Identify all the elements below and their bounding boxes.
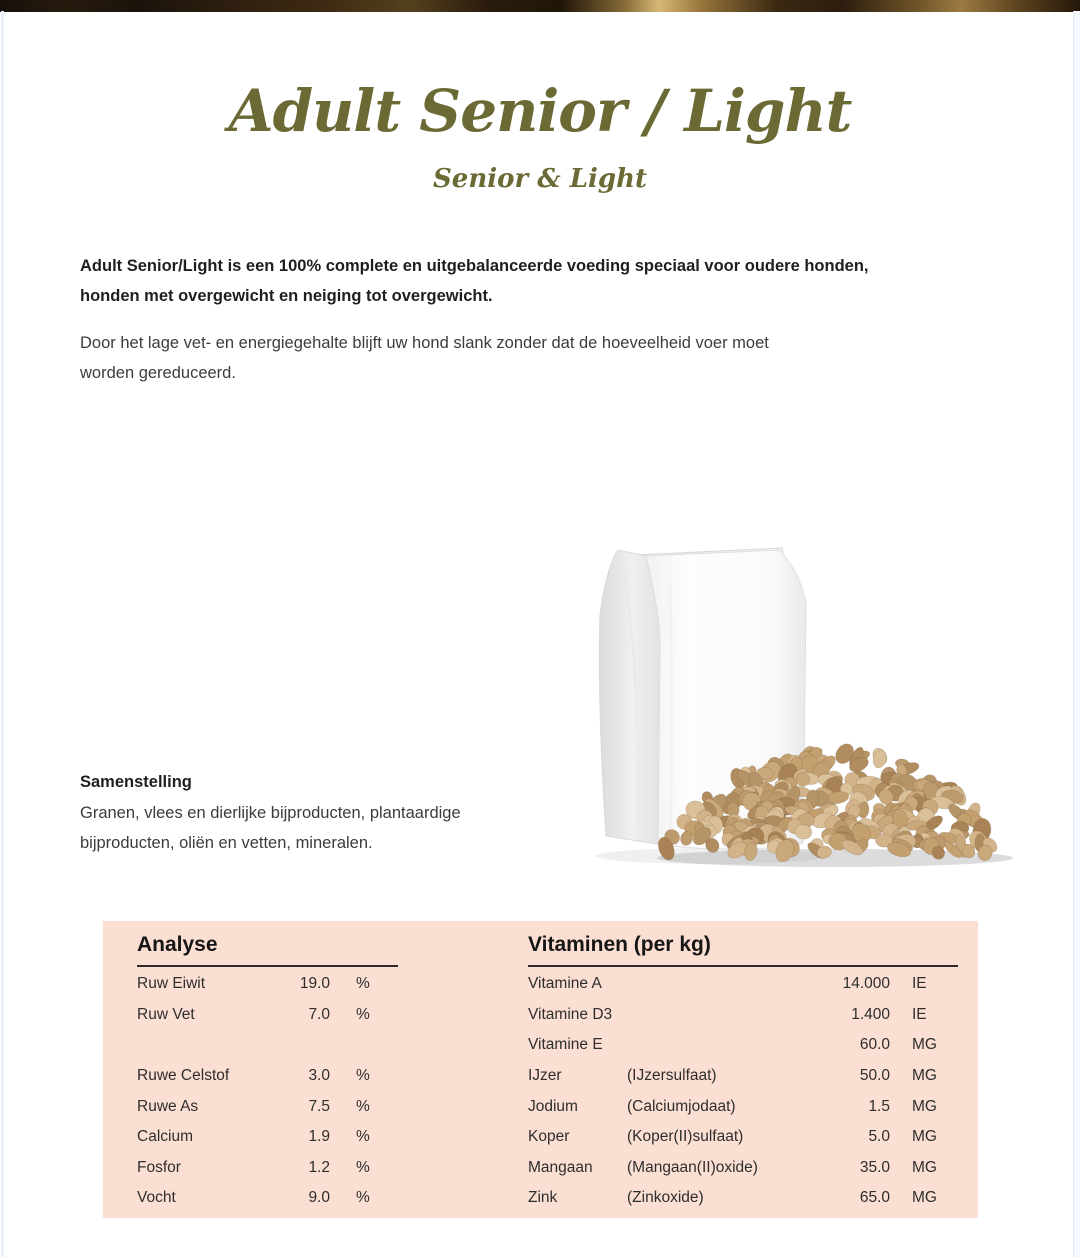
- vitaminen-compound-cell: (IJzersulfaat): [627, 1067, 717, 1085]
- vitaminen-table: [528, 933, 958, 1214]
- vitaminen-unit-cell: MG: [912, 1158, 937, 1176]
- intro-paragraph: Door het lage vet- en energiegehalte blijft uw hond slank zonder dat de hoeveelheid voer moet worden gereduceerd.: [80, 334, 769, 382]
- table-row: [137, 1091, 398, 1122]
- vitaminen-unit-cell: MG: [912, 1128, 937, 1146]
- table-row: [528, 1061, 958, 1092]
- table-row: [528, 1091, 958, 1122]
- product-image: [560, 525, 1020, 870]
- table-row: [137, 1122, 398, 1153]
- analyse-value-cell: 19.0: [299, 975, 330, 993]
- analyse-value-cell: 1.9: [308, 1128, 330, 1146]
- analyse-label-cell: Ruw Eiwit: [137, 975, 206, 993]
- analyse-title: Analyse: [137, 933, 398, 967]
- vitaminen-unit-cell: IE: [912, 1005, 927, 1023]
- vitaminen-value-cell: 50.0: [859, 1067, 890, 1085]
- nutrition-panel: [103, 921, 978, 1218]
- analyse-value-cell: 9.0: [308, 1189, 330, 1207]
- analyse-value-cell: 3.0: [308, 1067, 330, 1085]
- vitaminen-unit-cell: MG: [912, 1097, 937, 1115]
- analyse-value-cell: 7.0: [308, 1005, 330, 1023]
- table-row: [528, 1000, 958, 1031]
- analyse-table: [137, 933, 398, 1214]
- table-row: [528, 1183, 958, 1214]
- intro-paragraph-bold: Adult Senior/Light is een 100% complete en uitgebalanceerde voeding speciaal voor oudere honden, honden met overgewicht en neiging tot overgewicht.: [80, 257, 869, 305]
- vitaminen-unit-cell: MG: [912, 1067, 937, 1085]
- vitaminen-label-cell: Koper: [528, 1128, 570, 1146]
- table-row: [528, 1122, 958, 1153]
- vitaminen-label-cell: Vitamine E: [528, 1036, 603, 1054]
- vitaminen-value-cell: 5.0: [868, 1128, 890, 1146]
- vitaminen-compound-cell: (Calciumjodaat): [627, 1097, 736, 1115]
- analyse-label-cell: Ruwe Celstof: [137, 1067, 230, 1085]
- samenstelling-text: Granen, vlees en dierlijke bijproducten, plantaardige bijproducten, oliën en vetten, mineralen.: [80, 804, 461, 852]
- table-row: [137, 1000, 398, 1031]
- vitaminen-value-cell: 65.0: [859, 1189, 890, 1207]
- vitaminen-label-cell: Vitamine D3: [528, 1005, 613, 1023]
- table-row: [137, 1030, 398, 1061]
- analyse-unit-cell: %: [356, 1128, 370, 1146]
- analyse-unit-cell: %: [356, 1067, 370, 1085]
- page-left-edge: [1, 11, 4, 1257]
- analyse-label-cell: Ruwe As: [137, 1097, 199, 1115]
- analyse-unit-cell: %: [356, 1189, 370, 1207]
- vitaminen-unit-cell: IE: [912, 975, 927, 993]
- table-row: [137, 1061, 398, 1092]
- vitaminen-compound-cell: (Koper(II)sulfaat): [627, 1128, 744, 1146]
- vitaminen-compound-cell: (Zinkoxide): [627, 1189, 704, 1207]
- header-photo-strip: [0, 0, 1080, 12]
- vitaminen-value-cell: 1.400: [851, 1005, 890, 1023]
- vitaminen-value-cell: 14.000: [842, 975, 890, 993]
- table-row: [137, 969, 398, 1000]
- page-right-edge: [1073, 11, 1080, 1257]
- table-row: [137, 1183, 398, 1214]
- page-title: Adult Senior / Light: [228, 77, 852, 145]
- vitaminen-compound-cell: (Mangaan(II)oxide): [627, 1158, 758, 1176]
- vitaminen-title: Vitaminen (per kg): [528, 933, 958, 967]
- vitaminen-value-cell: 60.0: [859, 1036, 890, 1054]
- table-row: [137, 1153, 398, 1184]
- vitaminen-unit-cell: MG: [912, 1036, 937, 1054]
- table-row: [528, 1153, 958, 1184]
- page-subtitle: Senior & Light: [433, 164, 647, 194]
- vitaminen-label-cell: IJzer: [528, 1067, 562, 1085]
- vitaminen-label-cell: Mangaan: [528, 1158, 593, 1176]
- analyse-label-cell: Ruw Vet: [137, 1005, 195, 1023]
- analyse-value-cell: 7.5: [308, 1097, 330, 1115]
- analyse-unit-cell: %: [356, 1097, 370, 1115]
- analyse-label-cell: Vocht: [137, 1189, 176, 1207]
- vitaminen-label-cell: Zink: [528, 1189, 558, 1207]
- analyse-unit-cell: %: [356, 1158, 370, 1176]
- vitaminen-rows: [528, 969, 958, 1214]
- table-row: [528, 1030, 958, 1061]
- vitaminen-value-cell: 35.0: [859, 1158, 890, 1176]
- vitaminen-value-cell: 1.5: [868, 1097, 890, 1115]
- analyse-label-cell: Fosfor: [137, 1158, 181, 1176]
- vitaminen-label-cell: Jodium: [528, 1097, 578, 1115]
- samenstelling-heading: Samenstelling: [80, 773, 192, 791]
- analyse-value-cell: 1.2: [308, 1158, 330, 1176]
- analyse-rows: [137, 969, 398, 1214]
- analyse-label-cell: Calcium: [137, 1128, 193, 1146]
- analyse-unit-cell: %: [356, 1005, 370, 1023]
- table-row: [528, 969, 958, 1000]
- analyse-unit-cell: %: [356, 975, 370, 993]
- vitaminen-unit-cell: MG: [912, 1189, 937, 1207]
- vitaminen-label-cell: Vitamine A: [528, 975, 602, 993]
